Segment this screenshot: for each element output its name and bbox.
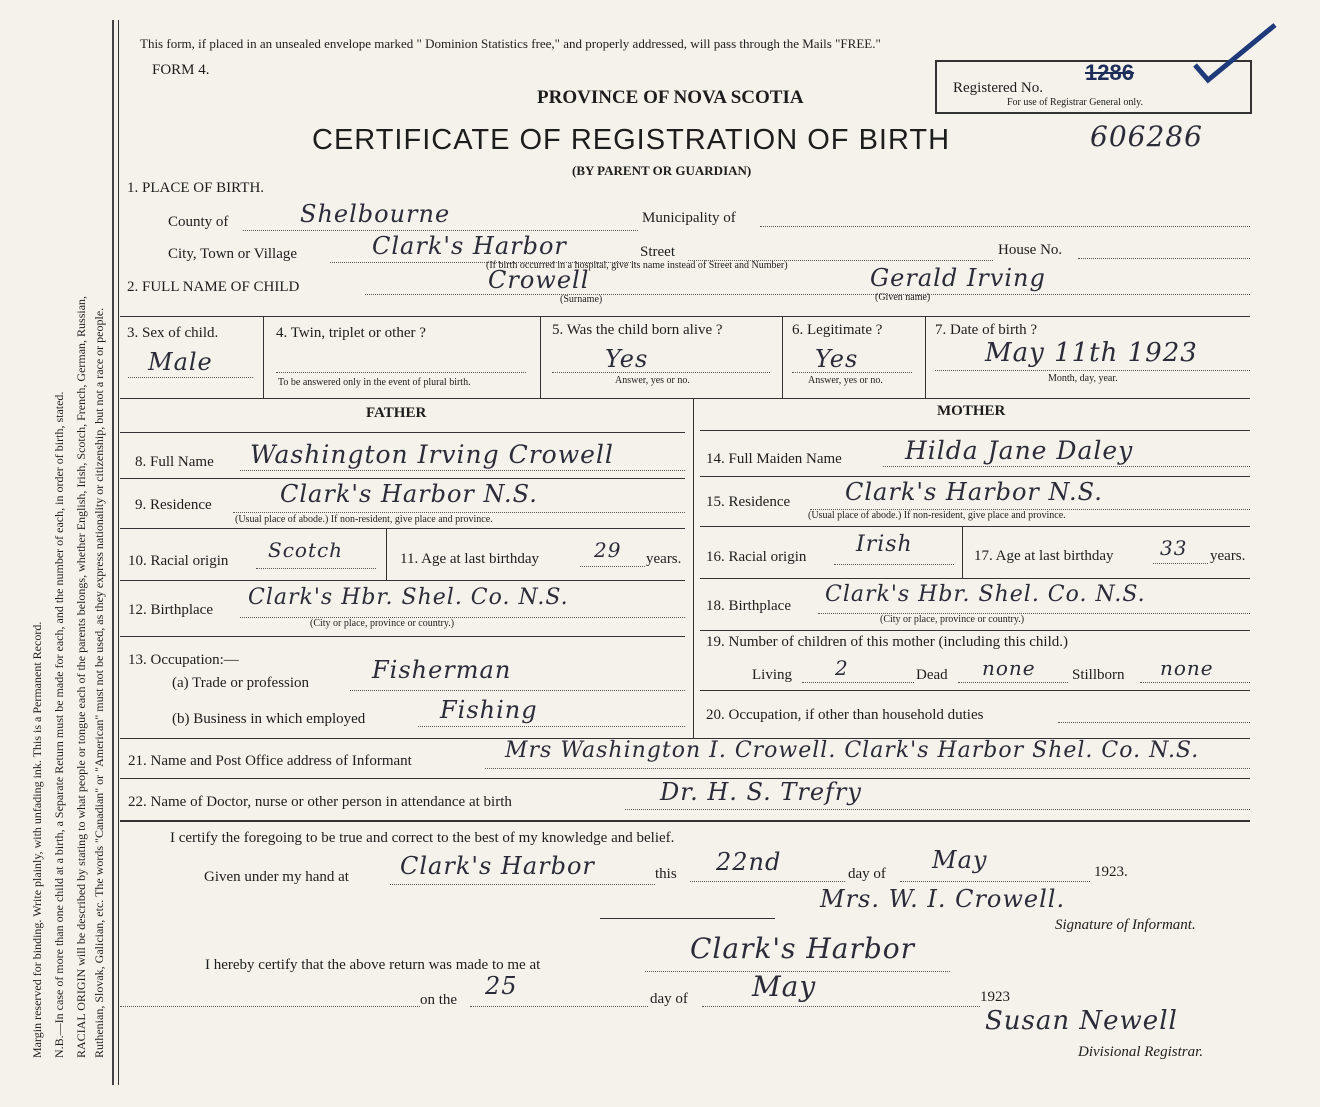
father-res-label: 9. Residence bbox=[135, 497, 212, 513]
doctor-line bbox=[625, 809, 1250, 810]
mother-name-value: Hilda Jane Daley bbox=[905, 436, 1134, 465]
county-label: County of bbox=[168, 214, 229, 230]
registered-value: 1286 bbox=[1085, 60, 1134, 85]
child-surname: Crowell bbox=[488, 266, 590, 294]
father-trade-line bbox=[350, 690, 685, 691]
mother-bp-label: 18. Birthplace bbox=[706, 598, 791, 614]
mother-res-label: 15. Residence bbox=[706, 494, 791, 510]
registrar-month-value: May bbox=[752, 970, 817, 1003]
legit-note: Answer, yes or no. bbox=[808, 375, 883, 386]
father-age-label: 11. Age at last birthday bbox=[400, 551, 539, 567]
twin-note: To be answered only in the event of plural birth. bbox=[278, 377, 471, 388]
binding-rule-inner bbox=[118, 20, 119, 1085]
father-biz-label: (b) Business in which employed bbox=[172, 711, 366, 727]
dead-value: none bbox=[982, 656, 1036, 680]
father-name-label: 8. Full Name bbox=[135, 454, 214, 470]
dead-line bbox=[958, 682, 1068, 683]
father-age-line bbox=[580, 566, 645, 567]
registrar-lead-line bbox=[120, 1006, 420, 1007]
given-label: Given under my hand at bbox=[204, 869, 349, 885]
father-rule-4 bbox=[120, 580, 685, 581]
dob-value: May 11th 1923 bbox=[985, 338, 1198, 368]
mother-name-line bbox=[883, 466, 1250, 467]
registrar-day-line bbox=[470, 1006, 648, 1007]
father-occ-label: 13. Occupation:— bbox=[128, 652, 239, 668]
doctor-value: Dr. H. S. Trefry bbox=[660, 778, 862, 806]
father-race-line bbox=[256, 568, 376, 569]
side-note-nb: N.B.—In case of more than one child at a birth, a Separate Return must be made for each, and the number of each, in order of birth, stated. bbox=[52, 391, 66, 1058]
father-race-value: Scotch bbox=[268, 538, 344, 562]
doctor-label: 22. Name of Doctor, nurse or other person in attendance at birth bbox=[128, 794, 512, 810]
father-rule-5 bbox=[120, 636, 685, 637]
father-res-line bbox=[233, 512, 685, 513]
parents-divider bbox=[693, 398, 694, 738]
child-name-label: 2. FULL NAME OF CHILD bbox=[127, 279, 300, 295]
father-name-line bbox=[240, 470, 685, 471]
mother-race-value: Irish bbox=[856, 532, 913, 557]
house-label: House No. bbox=[998, 242, 1063, 258]
father-bp-value: Clark's Hbr. Shel. Co. N.S. bbox=[248, 585, 569, 610]
alive-label: 5. Was the child born alive ? bbox=[552, 322, 723, 338]
father-bp-line bbox=[240, 617, 685, 618]
twin-line bbox=[276, 372, 526, 373]
father-name-value: Washington Irving Crowell bbox=[250, 440, 614, 469]
child-name-line bbox=[365, 294, 1250, 295]
mother-race-line bbox=[834, 564, 954, 565]
father-rule-1 bbox=[120, 432, 685, 433]
father-trade-value: Fisherman bbox=[372, 656, 512, 684]
living-label: Living bbox=[752, 667, 792, 683]
sex-value: Male bbox=[148, 348, 213, 376]
father-trade-label: (a) Trade or profession bbox=[172, 675, 310, 691]
mother-race-divider bbox=[962, 526, 963, 578]
father-biz-line bbox=[418, 726, 685, 727]
mother-name-label: 14. Full Maiden Name bbox=[706, 451, 842, 467]
binding-rule bbox=[112, 20, 114, 1085]
given-place: Clark's Harbor bbox=[400, 852, 595, 880]
informant-line bbox=[485, 768, 1250, 769]
informant-caption: Signature of Informant. bbox=[1055, 917, 1196, 933]
father-age-value: 29 bbox=[594, 538, 622, 562]
mother-occ-line bbox=[1058, 722, 1250, 723]
father-race-label: 10. Racial origin bbox=[128, 553, 229, 569]
mother-rule-5 bbox=[700, 630, 1250, 631]
sex-line bbox=[128, 377, 253, 378]
informant-value: Mrs Washington I. Crowell. Clark's Harbor Shel. Co. N.S. bbox=[505, 738, 1200, 763]
father-bp-note: (City or place, province or country.) bbox=[310, 618, 455, 629]
father-rule-3 bbox=[120, 528, 685, 529]
mother-age-value: 33 bbox=[1160, 536, 1188, 560]
mother-rule-1 bbox=[700, 430, 1250, 431]
twin-label: 4. Twin, triplet or other ? bbox=[276, 325, 426, 341]
rule-row3-bottom bbox=[120, 398, 1250, 399]
row3-divider-3 bbox=[782, 316, 783, 398]
father-bp-label: 12. Birthplace bbox=[128, 602, 213, 618]
mother-rule-3 bbox=[700, 526, 1250, 527]
month-line bbox=[900, 881, 1090, 882]
alive-note: Answer, yes or no. bbox=[615, 375, 690, 386]
father-heading: FATHER bbox=[366, 405, 427, 421]
legit-label: 6. Legitimate ? bbox=[792, 322, 883, 338]
informant-signature: Mrs. W. I. Crowell. bbox=[820, 885, 1066, 913]
dob-line bbox=[935, 370, 1250, 371]
row3-divider-2 bbox=[540, 316, 541, 398]
checkmark-icon bbox=[1190, 20, 1280, 85]
mother-age-label: 17. Age at last birthday bbox=[974, 548, 1114, 564]
child-given-name: Gerald Irving bbox=[870, 264, 1046, 292]
father-rule-2 bbox=[120, 478, 685, 479]
on-label: on the bbox=[420, 992, 458, 1008]
dob-label: 7. Date of birth ? bbox=[935, 322, 1038, 338]
mother-age-line bbox=[1153, 563, 1208, 564]
side-note-racial-2: Ruthenian, Slovak, Galician, etc. The words "Canadian" or "American" must not be used, as they express nationality or citizenship, but not a race or people. bbox=[92, 307, 106, 1058]
registered-label: Registered No. bbox=[953, 80, 1043, 96]
father-years: years. bbox=[646, 551, 682, 567]
mother-occ-label: 20. Occupation, if other than household duties bbox=[706, 707, 984, 723]
dead-label: Dead bbox=[916, 667, 948, 683]
registrar-day-value: 25 bbox=[485, 972, 518, 1000]
registrar-place: Clark's Harbor bbox=[690, 932, 916, 965]
certificate-title: CERTIFICATE OF REGISTRATION OF BIRTH bbox=[312, 124, 951, 156]
row3-divider-1 bbox=[263, 316, 264, 398]
mother-children-label: 19. Number of children of this mother (including this child.) bbox=[706, 634, 1069, 650]
legit-value: Yes bbox=[815, 345, 859, 373]
day-line bbox=[690, 881, 845, 882]
living-line bbox=[802, 682, 914, 683]
hospital-note: (If birth occurred in a hospital, give its name instead of Street and Number) bbox=[486, 260, 788, 271]
mother-bp-value: Clark's Hbr. Shel. Co. N.S. bbox=[825, 582, 1146, 607]
father-res-value: Clark's Harbor N.S. bbox=[280, 480, 538, 508]
city-label: City, Town or Village bbox=[168, 246, 298, 262]
county-line bbox=[243, 230, 638, 231]
this-label: this bbox=[655, 866, 677, 882]
mother-years: years. bbox=[1210, 548, 1246, 564]
sex-label: 3. Sex of child. bbox=[127, 325, 219, 341]
stamped-number: 606286 bbox=[1090, 120, 1203, 153]
registrar-note: For use of Registrar General only. bbox=[1007, 97, 1143, 108]
alive-line bbox=[552, 372, 770, 373]
mother-res-note: (Usual place of abode.) If non-resident, give place and province. bbox=[808, 510, 1066, 521]
side-note-margin: Margin reserved for binding. Write plainly, with unfading ink. This is a Permanent Record. bbox=[30, 621, 44, 1058]
given-place-line bbox=[390, 884, 655, 885]
month-value: May bbox=[932, 846, 988, 874]
registrar-dayof-label: day of bbox=[650, 991, 688, 1007]
registrar-year-value: 1923 bbox=[980, 989, 1010, 1005]
certify-statement: I certify the foregoing to be true and correct to the best of my knowledge and belief. bbox=[170, 830, 675, 846]
informant-label: 21. Name and Post Office address of Informant bbox=[128, 753, 412, 769]
mother-rule-2 bbox=[700, 476, 1250, 477]
side-note-racial: RACIAL ORIGIN will be described by stating to what people or tongue each of the parents belongs, whether English, Irish, Scotch, French, German, Russian, bbox=[74, 295, 88, 1058]
registrar-caption: Divisional Registrar. bbox=[1078, 1044, 1204, 1060]
city-value: Clark's Harbor bbox=[372, 232, 567, 260]
mother-rule-6 bbox=[700, 690, 1250, 691]
stillborn-value: none bbox=[1160, 656, 1214, 680]
living-value: 2 bbox=[835, 656, 849, 680]
registrar-statement: I hereby certify that the above return was made to me at bbox=[205, 957, 541, 973]
certificate-subtitle: (BY PARENT OR GUARDIAN) bbox=[572, 163, 752, 178]
registrar-month-line bbox=[702, 1006, 980, 1007]
mother-heading: MOTHER bbox=[937, 403, 1006, 419]
mother-rule-4 bbox=[700, 578, 1250, 579]
municipality-line bbox=[760, 226, 1250, 227]
mail-notice: This form, if placed in an unsealed envelope marked " Dominion Statistics free," and properly addressed, will pass through the Mails "FREE." bbox=[140, 36, 881, 51]
year-value: 1923. bbox=[1094, 864, 1128, 880]
row3-divider-4 bbox=[925, 316, 926, 398]
rule-row3-top bbox=[120, 316, 1250, 317]
municipality-label: Municipality of bbox=[642, 210, 736, 226]
blank-signature-line bbox=[600, 918, 775, 919]
form-number: FORM 4. bbox=[152, 62, 210, 78]
dob-note: Month, day, year. bbox=[1048, 373, 1118, 384]
place-label: 1. PLACE OF BIRTH. bbox=[127, 180, 265, 196]
mother-res-value: Clark's Harbor N.S. bbox=[845, 478, 1103, 506]
registrar-signature: Susan Newell bbox=[985, 1006, 1178, 1036]
given-caption: (Given name) bbox=[875, 292, 931, 303]
surname-caption: (Surname) bbox=[560, 294, 603, 305]
mother-bp-note: (City or place, province or country.) bbox=[880, 614, 1025, 625]
stillborn-line bbox=[1140, 682, 1250, 683]
day-value: 22nd bbox=[716, 848, 782, 876]
father-biz-value: Fishing bbox=[440, 696, 538, 724]
county-value: Shelbourne bbox=[300, 200, 451, 228]
stillborn-label: Stillborn bbox=[1072, 667, 1125, 683]
rule-certify-top bbox=[120, 820, 1250, 822]
father-res-note: (Usual place of abode.) If non-resident, give place and province. bbox=[235, 514, 493, 525]
province-heading: PROVINCE OF NOVA SCOTIA bbox=[537, 87, 804, 108]
father-race-divider bbox=[386, 528, 387, 580]
dayof-label: day of bbox=[848, 866, 886, 882]
mother-race-label: 16. Racial origin bbox=[706, 549, 807, 565]
street-label: Street bbox=[640, 244, 675, 260]
alive-value: Yes bbox=[605, 345, 649, 373]
house-line bbox=[1078, 258, 1250, 259]
